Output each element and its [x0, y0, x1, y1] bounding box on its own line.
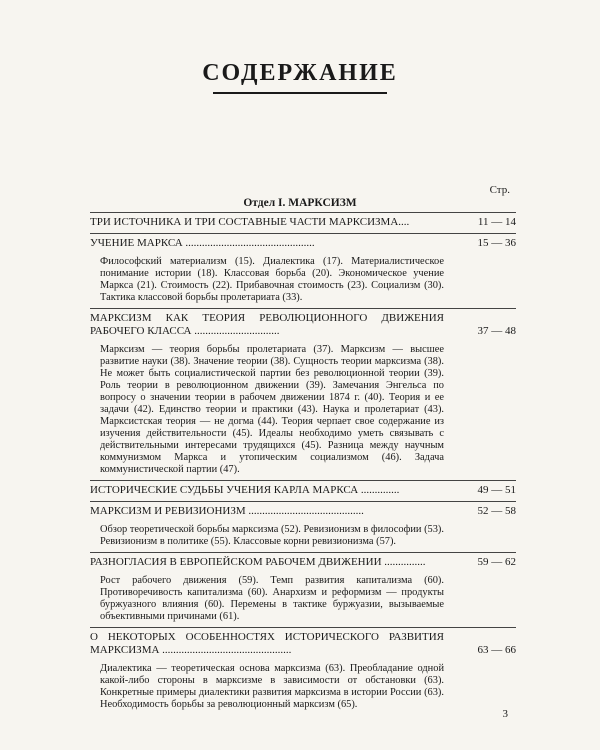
- toc-entry-title: ИСТОРИЧЕСКИЕ СУДЬБЫ УЧЕНИЯ КАРЛА МАРКСА ..............: [90, 484, 400, 496]
- toc-entry-pages: 11 — 14: [477, 216, 516, 228]
- toc-entry-row: [90, 216, 516, 229]
- toc-entry-pages: 15 — 36: [477, 237, 516, 249]
- toc-entry: [90, 212, 516, 229]
- toc-entry: [90, 552, 516, 623]
- toc-entry-pages: 37 — 48: [477, 325, 516, 337]
- toc-entry-title: МАРКСИЗМ И РЕВИЗИОНИЗМ ..........................................: [90, 505, 364, 517]
- toc-entry-title: РАЗНОГЛАСИЯ В ЕВРОПЕЙСКОМ РАБОЧЕМ ДВИЖЕНИИ ...............: [90, 556, 426, 568]
- toc-entry-row: [90, 484, 516, 497]
- toc-entry-title: УЧЕНИЕ МАРКСА ...............................................: [90, 237, 315, 249]
- toc-entry-subtopics: Обзор теоретической борьбы марксизма (52). Ревизионизм в философии (53). Ревизионизм в политике (55). Классовые корни ревизионизма (57).: [100, 524, 444, 547]
- toc-entry-row: [90, 312, 516, 338]
- toc-entry-pages: 52 — 58: [477, 505, 516, 517]
- toc-entry-pages: 59 — 62: [477, 556, 516, 568]
- toc-entry-row: [90, 237, 516, 250]
- toc-entry-title: ТРИ ИСТОЧНИКА И ТРИ СОСТАВНЫЕ ЧАСТИ МАРКСИЗМА....: [90, 216, 410, 228]
- toc-entry: [90, 480, 516, 497]
- toc-entry-subtopics: Марксизм — теория борьбы пролетариата (37). Марксизм — высшее развитие науки (38). Значение теории (38). Сущность теории марксизма (38). Не может быть социалистической партии без революционной теории (39). Роль теории в революционном движении (39). Замечания Энгельса по вопросу о значении теории в рабочем движении 1874 г. (40). Теория и ее задачи (42). Единство теории и практики (43). Наука и пролетариат (43). Марксистская теория — не догма (44). Теория черпает свое содержание из изучения действительности (45). Идеалы необходимо уметь связывать с действительными интересами трудящихся (45). Разница между научным коммунизмом Маркса и утопическим социализмом (46). Задача коммунистической партии (47).: [100, 344, 444, 475]
- page-title: СОДЕРЖАНИЕ: [202, 60, 398, 86]
- section-title: Отдел I. МАРКСИЗМ: [243, 197, 357, 209]
- toc-entry-row: [90, 505, 516, 518]
- title-rule: [213, 92, 387, 94]
- table-of-contents: [90, 212, 516, 715]
- page-number: 3: [502, 708, 508, 720]
- toc-entry-subtopics: Диалектика — теоретическая основа марксизма (63). Преобладание одной какой-либо стороны в марксизме в зависимости от обстановки (63). Конкретные примеры диалектики развития марксизма в истории России (63). Необходимость борьбы за революционный марксизм (65).: [100, 663, 444, 710]
- pages-column-label: Стр.: [489, 184, 510, 196]
- toc-entry-title: О НЕКОТОРЫХ ОСОБЕННОСТЯХ ИСТОРИЧЕСКОГО РАЗВИТИЯ МАРКСИЗМА ...............................................: [90, 631, 444, 656]
- toc-entry-title: МАРКСИЗМ КАК ТЕОРИЯ РЕВОЛЮЦИОННОГО ДВИЖЕНИЯ РАБОЧЕГО КЛАССА ...............................: [90, 312, 444, 337]
- toc-entry-pages: 63 — 66: [477, 644, 516, 656]
- toc-entry-row: [90, 556, 516, 569]
- toc-entry: [90, 627, 516, 711]
- toc-entry-subtopics: Рост рабочего движения (59). Темп развития капитализма (60). Противоречивость капитализма (60). Анархизм и реформизм — продукты буржуазного влияния (60). Перемены в тактике буржуазии, вызываемые объективными причинами (61).: [100, 575, 444, 622]
- toc-entry: [90, 308, 516, 476]
- toc-entry: [90, 233, 516, 304]
- toc-entry-subtopics: Философский материализм (15). Диалектика (17). Материалистическое понимание истории (18). Классовая борьба (20). Экономическое учение Маркса (21). Стоимость (22). Прибавочная стоимость (23). Социализм (30). Тактика классовой борьбы пролетариата (33).: [100, 256, 444, 303]
- toc-entry-row: [90, 631, 516, 657]
- toc-entry-pages: 49 — 51: [477, 484, 516, 496]
- toc-entry: [90, 501, 516, 548]
